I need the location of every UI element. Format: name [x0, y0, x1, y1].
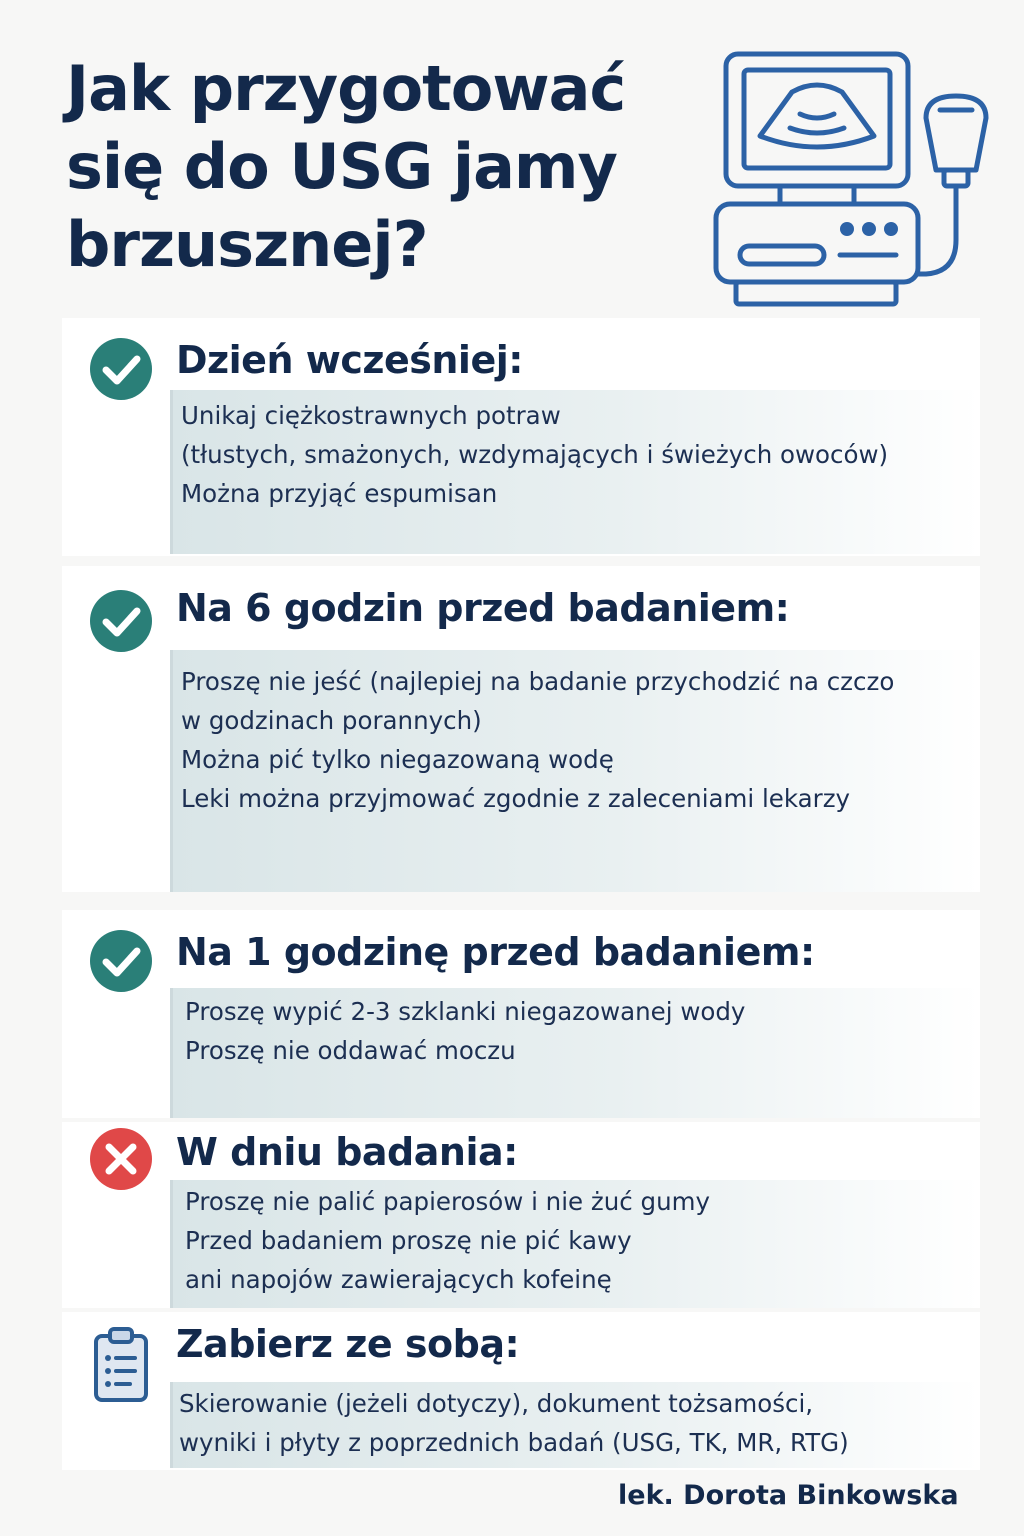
ultrasound-machine-icon [700, 40, 1010, 315]
section-line: Proszę nie jeść (najlepiej na badanie przychodzić na czczo [181, 667, 895, 696]
section-line: wyniki i płyty z poprzednich badań (USG, TK, MR, RTG) [179, 1428, 849, 1457]
section-exam-day [62, 1122, 980, 1308]
section-line: ani napojów zawierających kofeinę [185, 1265, 612, 1294]
section-line: Leki można przyjmować zgodnie z zaleceniami lekarzy [181, 784, 851, 813]
section-box [170, 650, 980, 892]
check-circle-icon [88, 336, 154, 402]
section-line: Unikaj ciężkostrawnych potraw [181, 401, 561, 430]
section-day-before [62, 318, 980, 556]
clipboard-icon [88, 1326, 154, 1404]
section-box [170, 1180, 980, 1308]
page-title [66, 50, 646, 284]
x-circle-icon [88, 1126, 154, 1192]
section-line: Proszę nie oddawać moczu [185, 1036, 516, 1065]
section-heading: Dzień wcześniej: [176, 338, 523, 382]
section-bring-with-you [62, 1312, 980, 1470]
section-1-hour-before [62, 910, 980, 1118]
section-line: Przed badaniem proszę nie pić kawy [185, 1226, 632, 1255]
author-signature: lek. Dorota Binkowska [618, 1480, 959, 1511]
title-line: Jak przygotować [66, 52, 626, 125]
title-line: brzusznej? [66, 208, 428, 281]
section-line: Skierowanie (jeżeli dotyczy), dokument tożsamości, [179, 1389, 814, 1418]
title-line: się do USG jamy [66, 130, 617, 203]
section-line: (tłustych, smażonych, wzdymających i świeżych owoców) [181, 440, 889, 469]
section-box [170, 390, 980, 554]
section-heading: W dniu badania: [176, 1130, 518, 1174]
section-line: Można przyjąć espumisan [181, 479, 498, 508]
section-heading: Na 1 godzinę przed badaniem: [176, 930, 815, 974]
check-circle-icon [88, 588, 154, 654]
section-line: w godzinach porannych) [181, 706, 482, 735]
section-heading: Na 6 godzin przed badaniem: [176, 586, 790, 630]
section-6-hours-before [62, 566, 980, 892]
section-line: Proszę wypić 2-3 szklanki niegazowanej wody [185, 997, 746, 1026]
check-circle-icon [88, 928, 154, 994]
section-line: Można pić tylko niegazowaną wodę [181, 745, 614, 774]
section-box [170, 988, 980, 1118]
section-box [170, 1382, 980, 1468]
section-heading: Zabierz ze sobą: [176, 1322, 520, 1366]
section-line: Proszę nie palić papierosów i nie żuć gumy [185, 1187, 710, 1216]
